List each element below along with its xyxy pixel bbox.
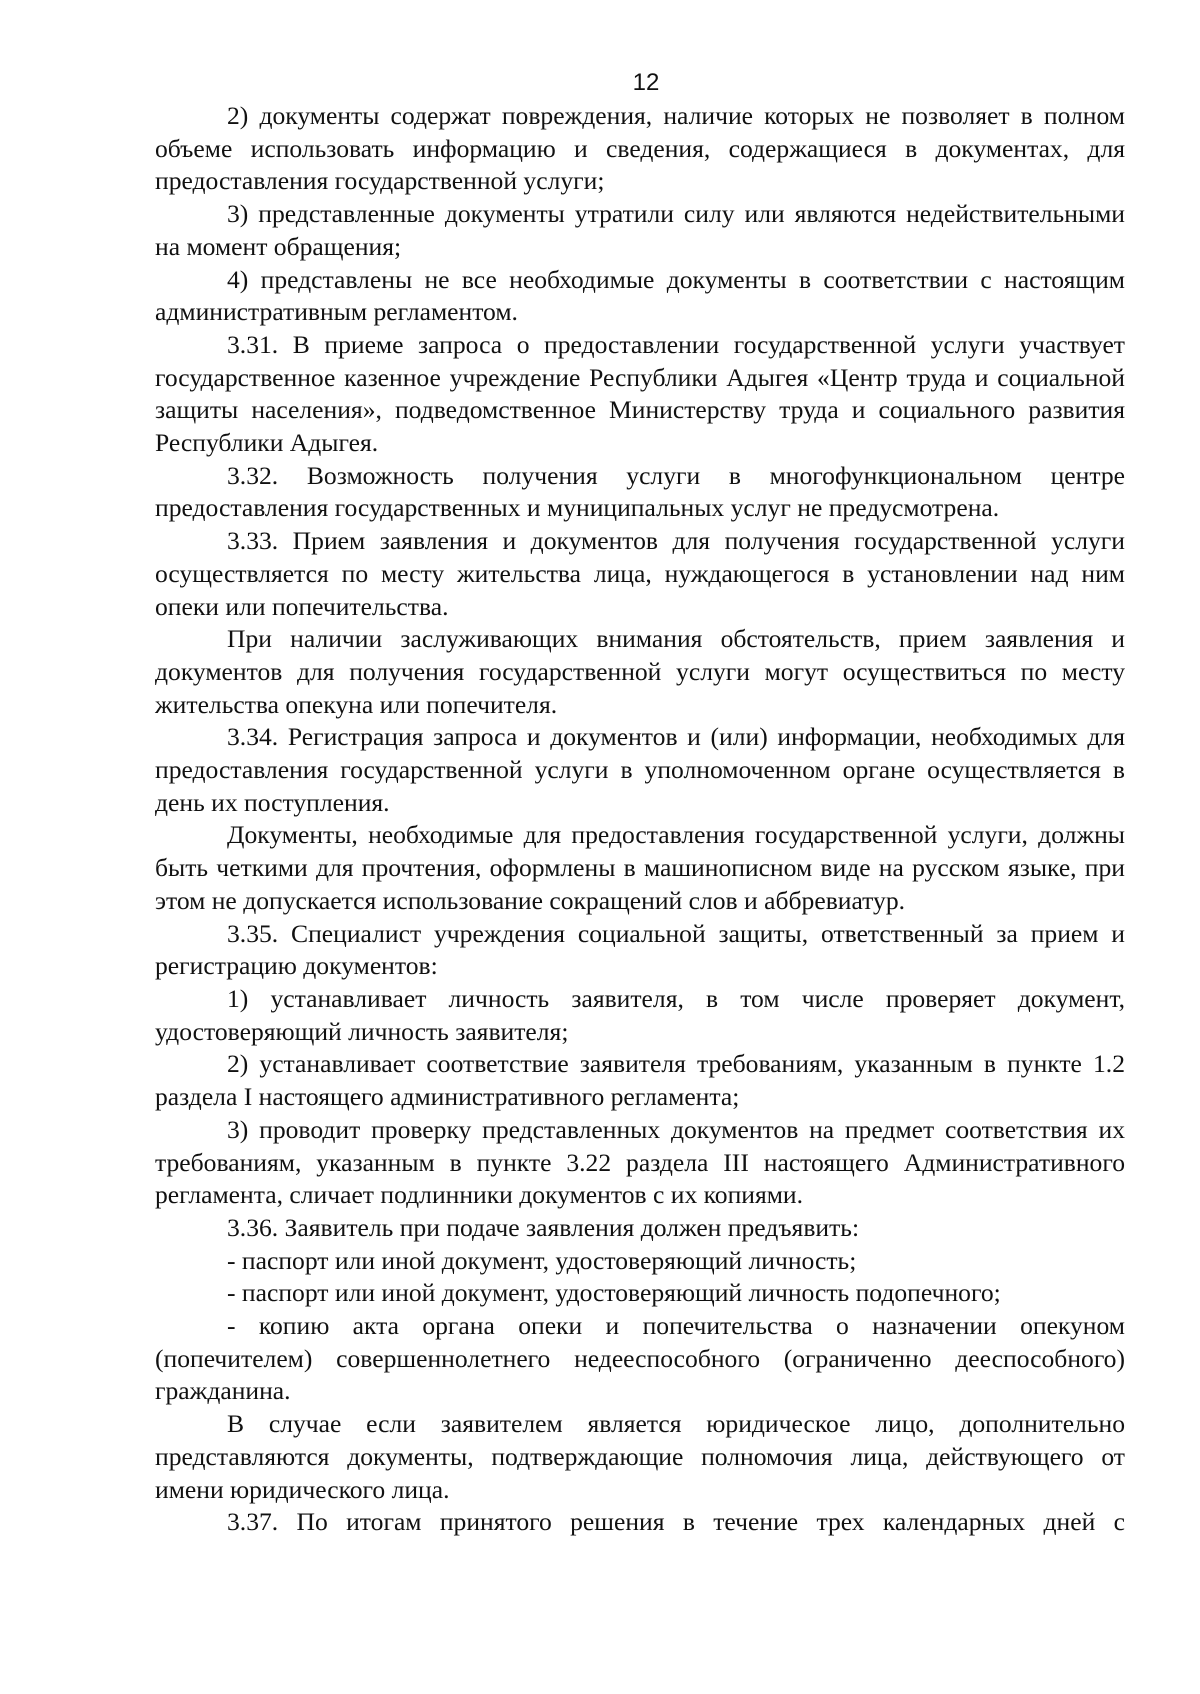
paragraph-documents-requirements: Документы, необходимые для предоставления государственной услуги, должны быть четкими для прочтения, оформлены в машинописном виде на русском языке, при этом не допускается использование сокращений слов и аббревиатур. — [155, 820, 1125, 915]
paragraph-3-35-item-2: 2) устанавливает соответствие заявителя требованиям, указанным в пункте 1.2 раздела I настоящего административного регламента; — [155, 1049, 1125, 1112]
document-body — [155, 100, 1125, 1539]
list-item-passport: - паспорт или иной документ, удостоверяющий личность; — [227, 1245, 857, 1275]
page-number: 12 — [632, 69, 660, 96]
list-item-guardianship-act: - копию акта органа опеки и попечительства о назначении опекуном (попечителем) совершеннолетнего недееспособного (ограниченно дееспособного) гражданина. — [155, 1311, 1125, 1406]
paragraph-3-34: 3.34. Регистрация запроса и документов и (или) информации, необходимых для предоставления государственной услуги в уполномоченном органе осуществляется в день их поступления. — [155, 722, 1125, 817]
paragraph-item-3-invalid: 3) представленные документы утратили силу или являются недействительными на момент обращения; — [155, 199, 1125, 261]
paragraph-3-33: 3.33. Прием заявления и документов для получения государственной услуги осуществляется по месту жительства лица, нуждающегося в установлении над ним опеки или попечительства. — [155, 526, 1125, 621]
paragraph-3-32: 3.32. Возможность получения услуги в многофункциональном центре предоставления государственных и муниципальных услуг не предусмотрена. — [155, 460, 1125, 523]
paragraph-3-35: 3.35. Специалист учреждения социальной защиты, ответственный за прием и регистрацию документов: — [155, 918, 1125, 981]
paragraph-3-37: 3.37. По итогам принятого решения в течение трех календарных дней с — [227, 1507, 1125, 1537]
paragraph-3-35-item-3: 3) проводит проверку представленных документов на предмет соответствия их требованиям, указанным в пункте 3.22 раздела III настоящего Административного регламента, сличает подлинники документов с их копиями. — [155, 1114, 1125, 1210]
paragraph-legal-entity: В случае если заявителем является юридическое лицо, дополнительно представляются документы, подтверждающие полномочия лица, действующего от имени юридического лица. — [155, 1409, 1125, 1504]
paragraph-item-2-damaged: 2) документы содержат повреждения, наличие которых не позволяет в полном объеме использовать информацию и сведения, содержащиеся в документах, для предоставления государственной услуги; — [155, 101, 1125, 196]
paragraph-circumstances: При наличии заслуживающих внимания обстоятельств, прием заявления и документов для получения государственной услуги могут осуществиться по месту жительства опекуна или попечителя. — [155, 624, 1125, 719]
paragraph-3-36: 3.36. Заявитель при подаче заявления должен предъявить: — [227, 1212, 860, 1242]
list-item-ward-passport: - паспорт или иной документ, удостоверяющий личность подопечного; — [227, 1278, 1001, 1308]
paragraph-3-31: 3.31. В приеме запроса о предоставлении государственной услуги участвует государственное казенное учреждение Республики Адыгея «Центр труда и социальной защиты населения», подведомственное Министерству труда и социального развития Республики Адыгея. — [155, 329, 1125, 458]
paragraph-item-4-incomplete: 4) представлены не все необходимые документы в соответствии с настоящим административным регламентом. — [155, 264, 1125, 327]
paragraph-3-35-item-1: 1) устанавливает личность заявителя, в том числе проверяет документ, удостоверяющий личность заявителя; — [155, 983, 1125, 1046]
